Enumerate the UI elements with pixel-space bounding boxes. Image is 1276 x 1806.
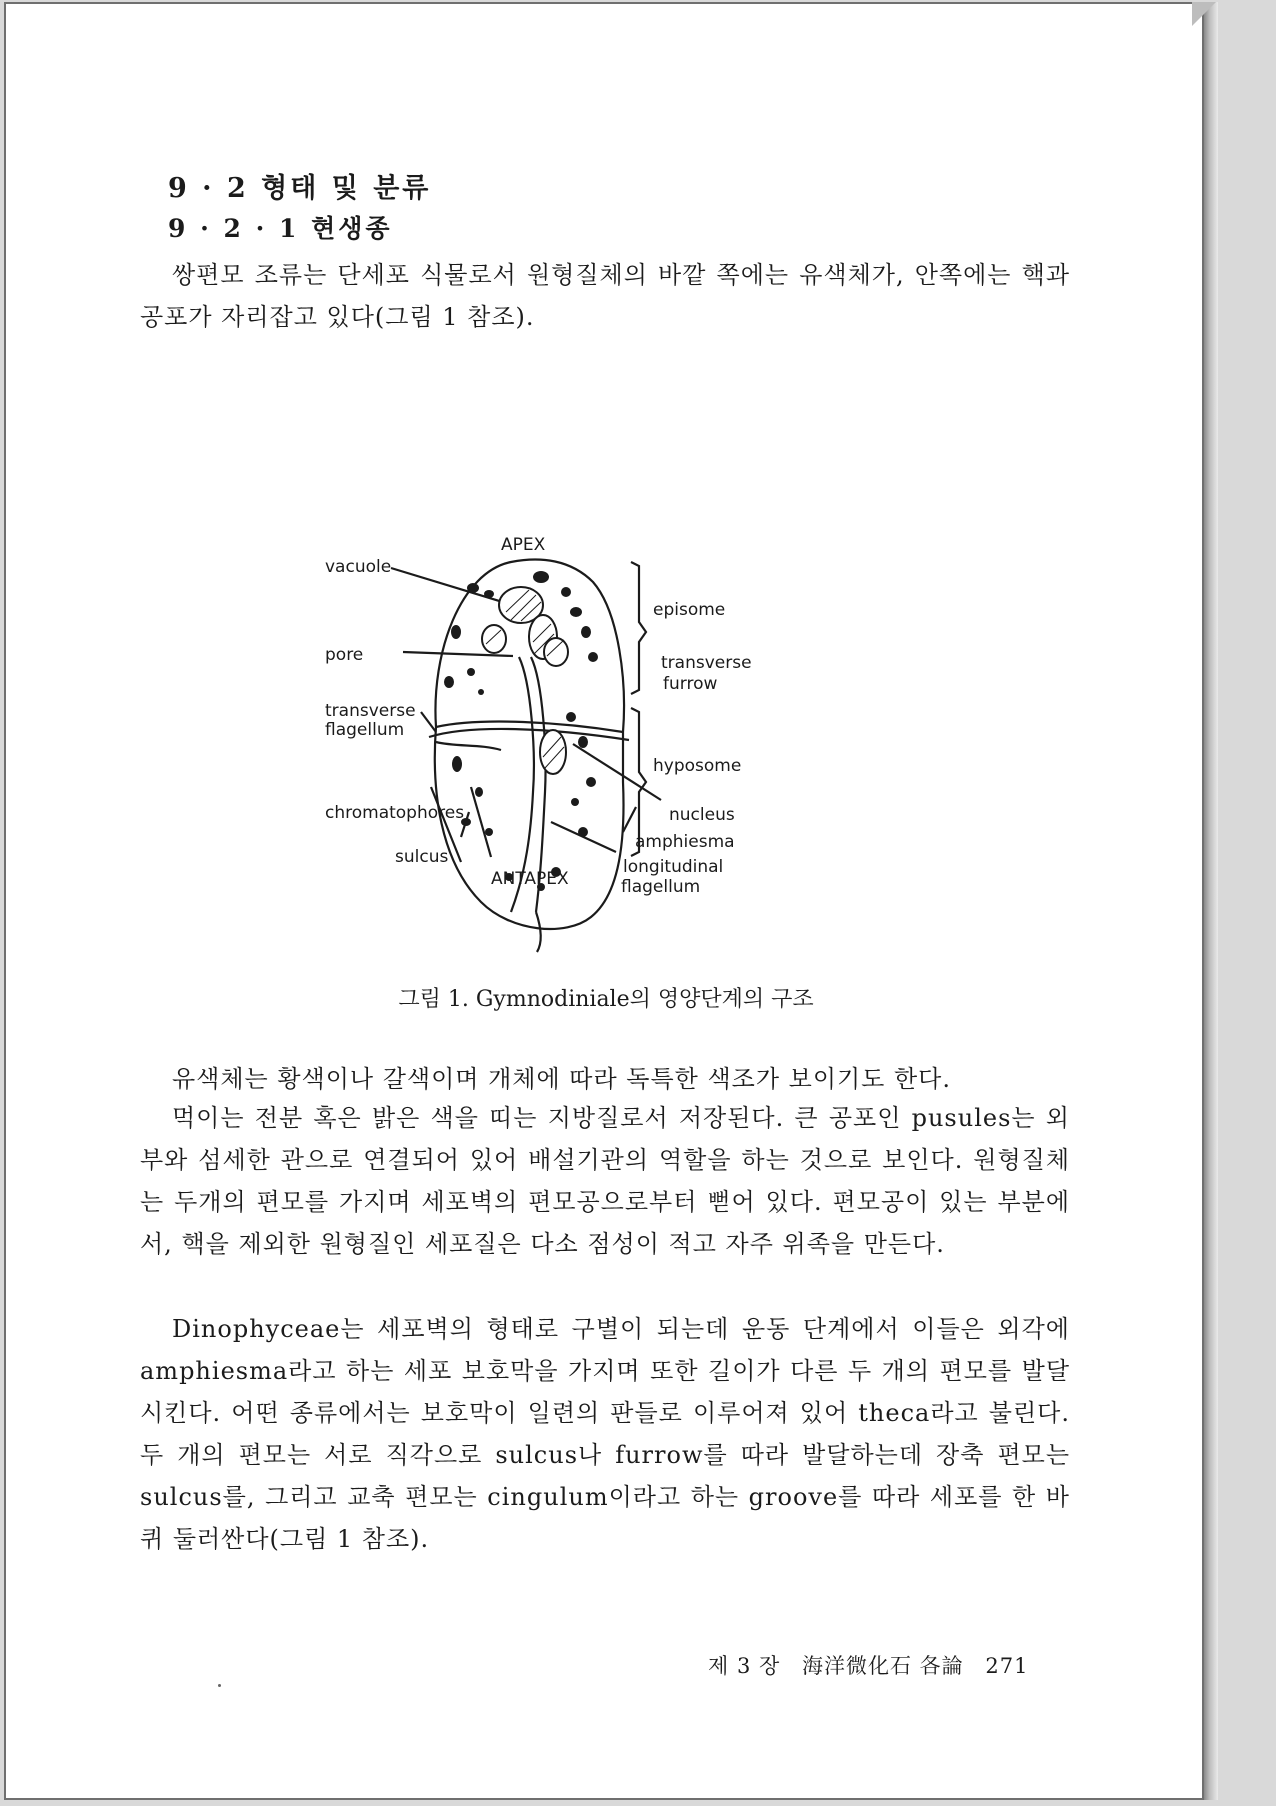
label-longitudinal-flagellum-2: flagellum <box>621 877 701 897</box>
paragraph-chromatophores <box>140 1058 1070 1100</box>
paragraph-intro-text: 쌍편모 조류는 단세포 식물로서 원형질체의 바깥 쪽에는 유색체가, 안쪽에는 핵과 공포가 자리잡고 있다(그림 1 참조). <box>140 261 1070 331</box>
page-corner <box>1192 2 1216 26</box>
section-heading: 9 · 2 형태 및 분류 <box>168 173 432 204</box>
footer-chapter: 제 3 장 <box>708 1654 781 1678</box>
page-footer <box>708 1650 1042 1680</box>
label-apex: APEX <box>501 535 546 555</box>
label-episome: episome <box>653 600 726 620</box>
label-transverse-furrow-2: furrow <box>663 674 718 694</box>
book-page <box>4 2 1204 1800</box>
label-pore: pore <box>325 645 364 665</box>
episome-bracket <box>631 562 646 694</box>
paragraph-intro <box>140 254 1070 338</box>
paragraph-dinophyceae <box>140 1308 1070 1560</box>
label-longitudinal-flagellum-1: longitudinal <box>623 857 724 877</box>
figure-caption: 그림 1. Gymnodiniale의 영양단계의 구조 <box>398 987 814 1012</box>
longitudinal-flagellum <box>536 912 541 952</box>
label-transverse-flagellum-1: transverse <box>325 701 416 721</box>
figure-gymnodiniale-structure <box>325 532 881 952</box>
transverse-flagellum <box>436 742 501 750</box>
label-amphiesma: amphiesma <box>635 832 735 852</box>
subsection-heading: 9 · 2 · 1 현생종 <box>168 214 393 243</box>
label-transverse-flagellum-2: flagellum <box>325 720 405 740</box>
label-transverse-furrow-1: transverse <box>661 653 752 673</box>
label-antapex: ANTAPEX <box>491 869 569 889</box>
label-chromatophores: chromatophores <box>325 803 465 823</box>
label-sulcus: sulcus <box>395 847 449 867</box>
paragraph-storage-text: 먹이는 전분 혹은 밝은 색을 띠는 지방질로서 저장된다. 큰 공포인 pusules는 외부와 섬세한 관으로 연결되어 있어 배설기관의 역할을 하는 것으로 보인다. 원형질체는 두개의 편모를 가지며 세포벽의 편모공으로부터 뻗어 있다. 편모공이 있는 부분에서, 핵을 제외한 원형질인 세포질은 다소 점성이 적고 자주 위족을 만든다. <box>140 1104 1070 1258</box>
paragraph-dinophyceae-text: Dinophyceae는 세포벽의 형태로 구별이 되는데 운동 단계에서 이들은 외각에 amphiesma라고 하는 세포 보호막을 가지며 또한 길이가 다른 두 개의 편모를 발달시킨다. 어떤 종류에서는 보호막이 일련의 판들로 이루어져 있어 theca라고 불린다. 두 개의 편모는 서로 직각으로 sulcus나 furrow를 따라 발달하는데 장축 편모는 sulcus를, 그리고 교축 편모는 cingulum이라고 하는 groove를 따라 세포를 한 바퀴 둘러싼다(그림 1 참조). <box>140 1315 1070 1553</box>
paragraph-chromatophores-text: 유색체는 황색이나 갈색이며 개체에 따라 독특한 색조가 보이기도 한다. <box>172 1065 951 1093</box>
page-number: 271 <box>985 1654 1029 1678</box>
nucleus-shape <box>540 730 566 774</box>
label-hyposome: hyposome <box>653 756 742 776</box>
label-vacuole: vacuole <box>325 557 392 577</box>
paragraph-storage <box>140 1097 1070 1265</box>
page-edge <box>1204 2 1218 1800</box>
cell-diagram <box>325 532 881 952</box>
label-nucleus: nucleus <box>669 805 735 825</box>
footer-title: 海洋微化石 各論 <box>801 1654 964 1678</box>
scan-speck <box>218 1684 221 1687</box>
